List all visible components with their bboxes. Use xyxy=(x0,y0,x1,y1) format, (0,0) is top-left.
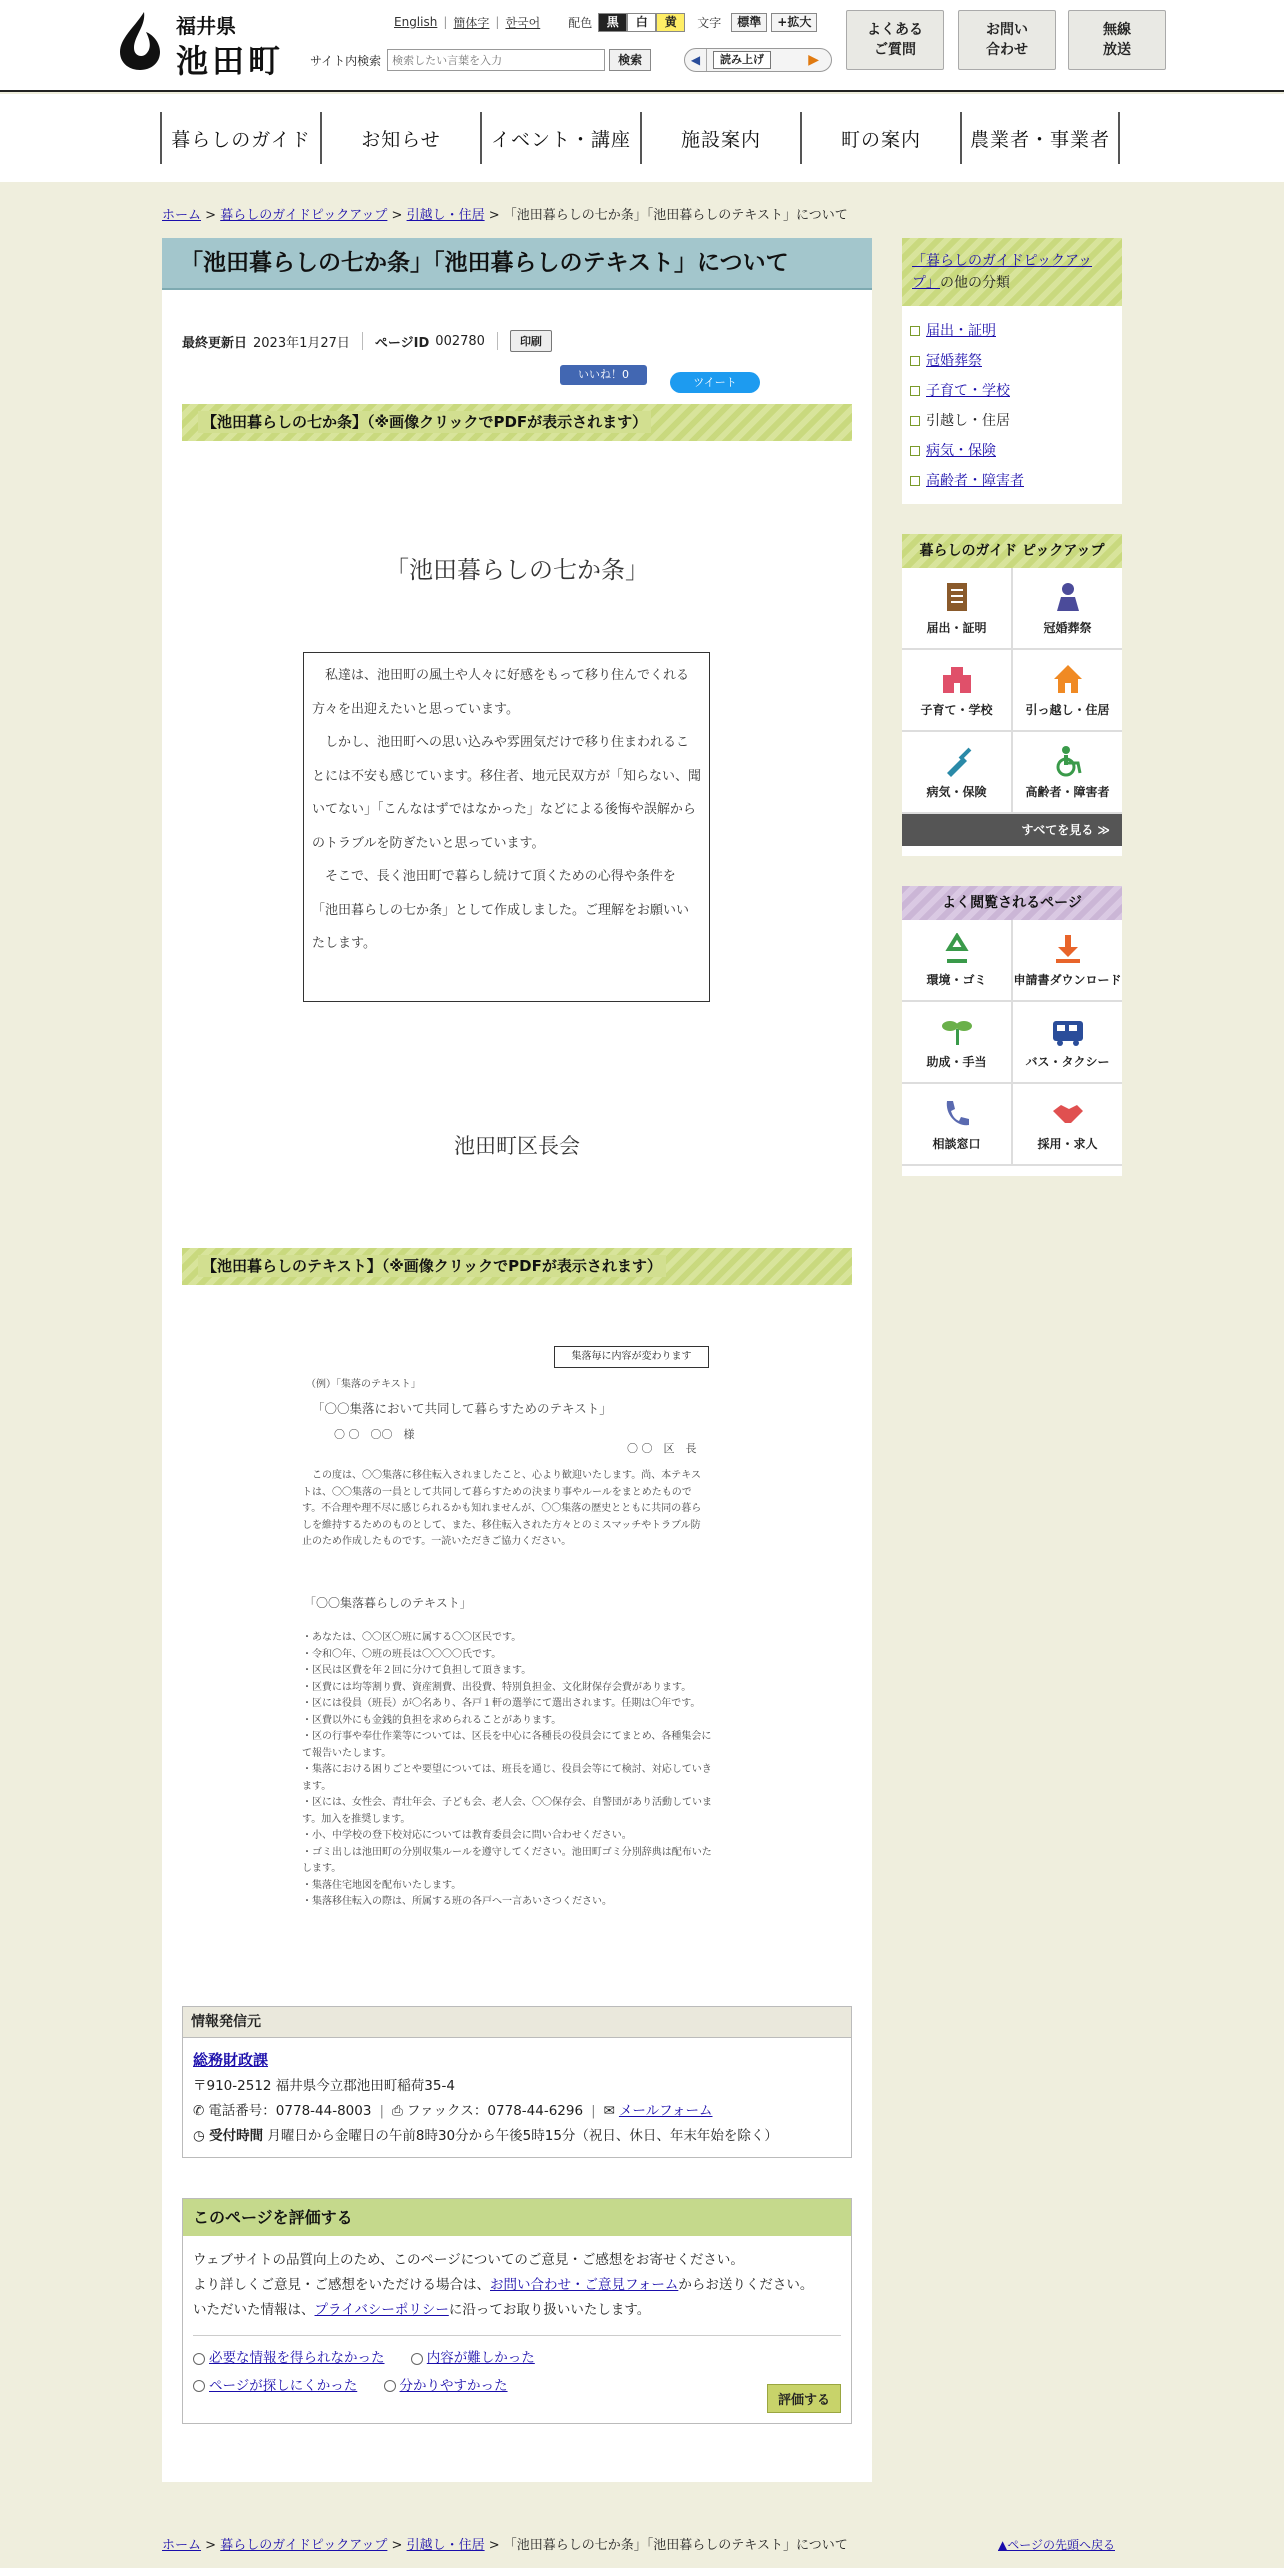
doc-item: ・区には、女性会、青壮年会、子ども会、老人会、〇〇保存会、自警団があり活動しています。加入を推奨します。 xyxy=(302,1797,712,1825)
school-icon xyxy=(941,663,973,695)
sidebar-item[interactable] xyxy=(910,466,1114,496)
print-button[interactable]: 印刷 xyxy=(510,330,552,352)
mail-form-link[interactable]: メールフォーム xyxy=(618,2103,713,2119)
pickup-health[interactable] xyxy=(902,732,1011,812)
breadcrumb xyxy=(162,204,848,223)
doc-item: ・小、中学校の登下校対応については教育委員会に問い合わせください。 xyxy=(302,1830,632,1841)
see-all-link[interactable]: すべてを見る ≫ xyxy=(902,814,1122,846)
breadcrumb-current: 「池田暮らしの七か条」「池田暮らしのテキスト」について xyxy=(503,2538,848,2553)
divider: | xyxy=(591,2103,596,2119)
popular-label: 助成・手当 xyxy=(926,1054,987,1069)
address: 〒910-2512 福井県今立郡池田町稲荷35-4 xyxy=(193,2078,455,2094)
clock-icon: ◷ xyxy=(193,2128,205,2144)
breadcrumb-sep: > xyxy=(488,2538,500,2553)
logo-pref: 福井県 xyxy=(176,14,236,38)
lang-chinese-link[interactable]: 簡体字 xyxy=(453,15,490,30)
breadcrumb-guide[interactable]: 暮らしのガイドピックアップ xyxy=(220,208,388,223)
sidebar-popular-box xyxy=(902,886,1122,1176)
search-button[interactable]: 検索 xyxy=(609,49,651,71)
rating-option-not-found[interactable] xyxy=(193,2346,385,2371)
popular-consultation[interactable] xyxy=(902,1084,1011,1164)
read-aloud-bar[interactable] xyxy=(684,48,832,72)
square-bullet-icon xyxy=(910,326,920,336)
contact-line xyxy=(193,2099,841,2124)
nav-events[interactable]: イベント・講座 xyxy=(480,112,640,164)
popular-download[interactable] xyxy=(1013,920,1122,1000)
sidebar-pickup-box xyxy=(902,534,1122,856)
square-bullet-icon xyxy=(910,416,920,426)
doc-signature: 池田町区長会 xyxy=(454,1134,580,1158)
section-heading-text: 【池田暮らしのテキスト】（※画像クリックでPDFが表示されます） xyxy=(198,1255,666,1277)
popular-label: バス・タクシー xyxy=(1025,1054,1110,1069)
text-size-label: 文字 xyxy=(697,15,722,30)
info-heading: 情報発信元 xyxy=(183,2007,851,2038)
doc-paragraph: しかし、池田町への思い込みや雰囲気だけで移り住まわれることには不安も感じています。移住者、地元民双方が「知らない、聞いてない」「こんなはずではなかった」などによる後悔や誤解からのトラブルを防ぎたいと思っています。 xyxy=(312,735,701,851)
rating-option-label[interactable]: 分かりやすかった xyxy=(399,2377,508,2394)
syringe-icon xyxy=(941,745,973,777)
divider xyxy=(362,332,363,350)
fax-number: ファックス：0778-44-6296 xyxy=(406,2103,584,2119)
popular-bus[interactable] xyxy=(1013,1002,1122,1082)
doc-item: ・集落移住転入の際は、所属する班の各戸へ一言あいさつください。 xyxy=(302,1896,612,1907)
nav-news[interactable]: お知らせ xyxy=(320,112,480,164)
lang-english-link[interactable]: English xyxy=(394,15,438,29)
rating-option-clear[interactable] xyxy=(384,2374,508,2399)
divider xyxy=(193,2335,841,2336)
page-meta xyxy=(182,330,552,352)
page-rating-box xyxy=(182,2198,852,2424)
pickup-elderly[interactable] xyxy=(1013,732,1122,812)
text-pdf-image[interactable] xyxy=(182,1294,852,1954)
section-heading-text-pdf xyxy=(182,1248,852,1285)
doc-sender: 〇 〇 区 長 xyxy=(627,1442,697,1455)
breadcrumb-sep: > xyxy=(391,2538,403,2553)
doc-message-box xyxy=(303,652,710,1002)
sidebar-category-heading-link[interactable]: 「暮らしのガイドピックアップ」 xyxy=(912,253,1093,291)
bus-icon xyxy=(1051,1015,1085,1047)
info-source-box xyxy=(182,2006,852,2158)
wheelchair-icon xyxy=(1052,745,1084,777)
doc-paragraph: そこで、長く池田町で暮らし続けて頂くための心得や条件を「池田暮らしの七か条」として作成しました。ご理解をお願いいたします。 xyxy=(312,869,690,951)
footer-breadcrumb xyxy=(162,2534,848,2553)
divider: | xyxy=(379,2103,385,2119)
doc-item: ・区には役員（班長）が〇名あり、各戸１軒の選挙にて選出されます。任期は〇年です。 xyxy=(302,1698,701,1709)
rating-text-part: いただいた情報は、 xyxy=(193,2302,315,2318)
doc-example-label: （例）「集落のテキスト」 xyxy=(306,1379,421,1390)
radio-icon[interactable] xyxy=(193,2380,205,2392)
rating-option-hard-to-find[interactable] xyxy=(193,2374,357,2399)
breadcrumb-sep: > xyxy=(205,2538,217,2553)
pageid-label: ページID xyxy=(374,335,430,351)
breadcrumb-current: 「池田暮らしの七か条」「池田暮らしのテキスト」について xyxy=(503,208,848,223)
sidebar-item-label[interactable]: 高齢者・障害者 xyxy=(926,473,1024,489)
sidebar-category-heading xyxy=(902,238,1122,306)
breadcrumb-sep: > xyxy=(391,208,403,223)
page-title: 「池田暮らしの七か条」「池田暮らしのテキスト」について xyxy=(162,238,872,290)
pickup-school[interactable] xyxy=(902,650,1011,730)
rating-text-part: からお送りください。 xyxy=(678,2277,814,2293)
download-icon xyxy=(1052,933,1084,965)
faq-button[interactable]: よくある ご質問 xyxy=(846,10,944,70)
hours-line xyxy=(193,2124,841,2149)
square-bullet-icon xyxy=(910,386,920,396)
doc-note-box: 集落毎に内容が変わります xyxy=(554,1346,709,1368)
doc-intro: この度は、〇〇集落に移住転入されましたこと、心より歓迎いたします。尚、本テキストは、〇〇集落の一員として共同して暮らすための決まり事やルールをまとめたものです。不合理や理不尽に感じられるかも知れませんが、〇〇集落の歴史とともに共同の暮らしを維持するためのものとして、また、移住転入された方々とのミスマッチやトラブル防止のため作成したものです。一読いただきご協力ください。 xyxy=(302,1470,702,1547)
pickup-heading: 暮らしのガイド ピックアップ xyxy=(902,534,1122,568)
rating-option-label[interactable]: 必要な情報を得られなかった xyxy=(209,2350,385,2366)
sidebar-item[interactable] xyxy=(910,346,1114,376)
doc-item: ・区費には均等割り費、資産割費、出役費、特別負担金、文化財保存会費があります。 xyxy=(302,1681,692,1693)
document-icon xyxy=(942,581,972,613)
popular-subsidy[interactable] xyxy=(902,1002,1011,1082)
rating-text xyxy=(193,2273,841,2298)
facebook-like-button[interactable]: いいね！0 xyxy=(560,365,647,385)
divider xyxy=(497,332,498,350)
utility-row xyxy=(388,12,817,32)
phone-icon xyxy=(941,1097,973,1129)
sidebar-item-label[interactable]: 冠婚葬祭 xyxy=(926,353,982,369)
pickup-label: 子育て・学校 xyxy=(920,702,993,717)
breadcrumb-guide[interactable]: 暮らしのガイドピックアップ xyxy=(220,2538,388,2553)
house-icon xyxy=(1052,663,1084,695)
back-to-top-link[interactable]: ▲ページの先頭へ戻る xyxy=(998,2538,1115,2552)
phone-number: 電話番号：0778-44-8003 xyxy=(208,2103,372,2119)
sidebar-item-current xyxy=(910,406,1114,436)
doc-item: ・あなたは、〇〇区〇班に属する〇〇区民です。 xyxy=(302,1632,522,1643)
sidebar-item-label[interactable]: 子育て・学校 xyxy=(926,383,1010,399)
popular-environment[interactable] xyxy=(902,920,1011,1000)
submit-rating-button[interactable]: 評価する xyxy=(767,2384,841,2413)
color-white-button[interactable]: 白 xyxy=(627,13,656,32)
pickup-label: 引っ越し・住居 xyxy=(1025,702,1110,717)
radio-button[interactable]: 無線 放送 xyxy=(1068,10,1166,70)
handshake-icon xyxy=(1051,1097,1085,1129)
doc-item: ・集落住宅地図を配布いたします。 xyxy=(302,1879,462,1891)
popular-label: 環境・ゴミ xyxy=(926,972,987,987)
tweet-button[interactable]: ツイート xyxy=(670,372,760,393)
read-aloud-button[interactable]: 読み上げ xyxy=(713,51,771,69)
sidebar-item-label[interactable]: 届出・証明 xyxy=(926,323,996,339)
doc-recipient: 〇 〇 〇〇 様 xyxy=(334,1428,415,1441)
pickup-label: 届出・証明 xyxy=(926,620,987,635)
mail-icon: ✉ xyxy=(603,2103,615,2119)
sidebar-item-label: 引越し・住居 xyxy=(926,413,1010,429)
rating-option-label[interactable]: ページが探しにくかった xyxy=(209,2377,358,2394)
search-input[interactable] xyxy=(387,49,605,71)
pickup-label: 高齢者・障害者 xyxy=(1025,784,1110,799)
play-icon[interactable]: ▶ xyxy=(808,52,819,68)
updated-label: 最終更新日 xyxy=(182,335,248,351)
feedback-form-link[interactable]: お問い合わせ・ご意見フォーム xyxy=(490,2277,679,2293)
recycle-icon xyxy=(941,933,973,965)
doc-item: ・集落における困りごとや要望については、班長を通じ、役員会等にて検討、対応していきます。 xyxy=(302,1764,712,1792)
doc-paragraph: 私達は、池田町の風土や人々に好感をもって移り住んでくれる方々を出迎えたいと思っています。 xyxy=(312,668,690,717)
color-black-button[interactable]: 黒 xyxy=(598,13,627,32)
department-link[interactable]: 総務財政課 xyxy=(193,2051,269,2069)
fax-icon: ⎙ xyxy=(392,2103,403,2119)
nav-facilities[interactable]: 施設案内 xyxy=(640,112,800,164)
square-bullet-icon xyxy=(910,476,920,486)
contact-button[interactable]: お問い 合わせ xyxy=(958,10,1056,70)
color-label: 配色 xyxy=(568,15,593,30)
square-bullet-icon xyxy=(910,446,920,456)
nav-business[interactable]: 農業者・事業者 xyxy=(960,112,1120,164)
rating-option-label[interactable]: 内容が難しかった xyxy=(426,2350,535,2366)
radio-icon[interactable] xyxy=(193,2353,205,2365)
rating-heading: このページを評価する xyxy=(183,2199,851,2236)
square-bullet-icon xyxy=(910,356,920,366)
popular-recruitment[interactable] xyxy=(1013,1084,1122,1164)
breadcrumb-moving[interactable]: 引越し・住居 xyxy=(406,2538,485,2553)
pickup-certificate[interactable] xyxy=(902,568,1011,648)
divider: | xyxy=(495,15,500,29)
doc-item: ・令和〇年、〇班の班長は〇〇〇〇氏です。 xyxy=(302,1648,502,1660)
doc-item: ・ゴミ出しは池田町の分別収集ルールを遵守してください。池田町ゴミ分別辞典は配布いたします。 xyxy=(302,1846,712,1874)
pickup-label: 病気・保険 xyxy=(926,784,987,799)
site-search xyxy=(310,48,651,72)
popular-label: 採用・求人 xyxy=(1037,1136,1098,1151)
section-heading-rules xyxy=(182,404,852,441)
person-icon xyxy=(1053,581,1083,613)
popular-label: 相談窓口 xyxy=(932,1136,981,1151)
doc-items xyxy=(302,1630,712,1911)
lang-korean-link[interactable]: 한국어 xyxy=(505,15,541,30)
updated-date: 2023年1月27日 xyxy=(253,335,350,351)
logo-town: 池田町 xyxy=(176,42,285,80)
rating-text-part: に沿ってお取り扱いいたします。 xyxy=(448,2302,651,2318)
divider: | xyxy=(443,15,448,29)
hours-label: 受付時間 xyxy=(209,2128,264,2144)
rating-text-part: より詳しくご意見・ご感想をいただける場合は、 xyxy=(193,2277,490,2293)
doc-item: ・区費以外にも金銭的負担を求められることがあります。 xyxy=(302,1714,562,1726)
color-yellow-button[interactable]: 黄 xyxy=(656,13,685,32)
size-standard-button[interactable]: 標準 xyxy=(731,13,767,32)
breadcrumb-sep: > xyxy=(488,208,500,223)
site-logo[interactable] xyxy=(116,8,296,80)
sidebar-item[interactable] xyxy=(910,436,1114,466)
breadcrumb-sep: > xyxy=(205,208,217,223)
radio-icon[interactable] xyxy=(384,2380,396,2392)
doc-title: 「池田暮らしの七か条」 xyxy=(385,556,649,584)
sidebar-category-heading-text: の他の分類 xyxy=(940,275,1010,291)
speaker-icon: ◀ xyxy=(685,49,707,71)
sprout-icon xyxy=(941,1015,973,1047)
popular-heading: よく閲覧されるページ xyxy=(902,886,1122,920)
doc-item: ・区民は区費を年２回に分けて負担して頂きます。 xyxy=(302,1665,532,1676)
phone-icon: ✆ xyxy=(193,2103,205,2119)
search-label: サイト内検索 xyxy=(310,53,382,68)
doc-heading: 「〇〇集落において共同して暮らすためのテキスト」 xyxy=(312,1401,612,1416)
sidebar-item[interactable] xyxy=(910,376,1114,406)
site-header xyxy=(0,0,1284,92)
section-heading-text: 【池田暮らしの七か条】（※画像クリックでPDFが表示されます） xyxy=(198,411,651,433)
rating-text xyxy=(193,2298,841,2323)
global-nav xyxy=(0,94,1284,182)
sidebar-item[interactable] xyxy=(910,316,1114,346)
pageid-value: 002780 xyxy=(435,333,485,349)
hours-value: 月曜日から金曜日の午前8時30分から午後5時15分（祝日、休日、年末年始を除く） xyxy=(267,2128,778,2144)
nav-town[interactable]: 町の案内 xyxy=(800,112,960,164)
rules-pdf-image[interactable] xyxy=(182,478,852,1178)
pickup-label: 冠婚葬祭 xyxy=(1043,620,1092,635)
privacy-policy-link[interactable]: プライバシーポリシー xyxy=(314,2302,449,2318)
doc-item: ・区の行事や奉仕作業等については、区長を中心に各種長の役員会にてまとめ、各種集会にて報告いたします。 xyxy=(302,1731,712,1759)
sidebar-item-label[interactable]: 病気・保険 xyxy=(926,443,996,459)
rating-text: ウェブサイトの品質向上のため、このページについてのご意見・ご感想をお寄せください。 xyxy=(193,2252,744,2268)
rating-option-difficult[interactable] xyxy=(411,2346,535,2371)
popular-label: 申請書ダウンロード xyxy=(1013,972,1122,987)
pickup-ceremony[interactable] xyxy=(1013,568,1122,648)
breadcrumb-home[interactable]: ホーム xyxy=(162,2538,202,2553)
breadcrumb-moving[interactable]: 引越し・住居 xyxy=(406,208,485,223)
doc-heading: 「〇〇集落暮らしのテキスト」 xyxy=(304,1596,472,1610)
main-content xyxy=(162,238,872,2482)
pickup-moving[interactable] xyxy=(1013,650,1122,730)
breadcrumb-home[interactable]: ホーム xyxy=(162,208,202,223)
nav-guide[interactable]: 暮らしのガイド xyxy=(160,112,320,164)
logo-mark-icon xyxy=(116,10,166,72)
size-large-button[interactable]: +拡大 xyxy=(771,13,817,32)
radio-icon[interactable] xyxy=(411,2353,423,2365)
sidebar-category-box xyxy=(902,238,1122,504)
